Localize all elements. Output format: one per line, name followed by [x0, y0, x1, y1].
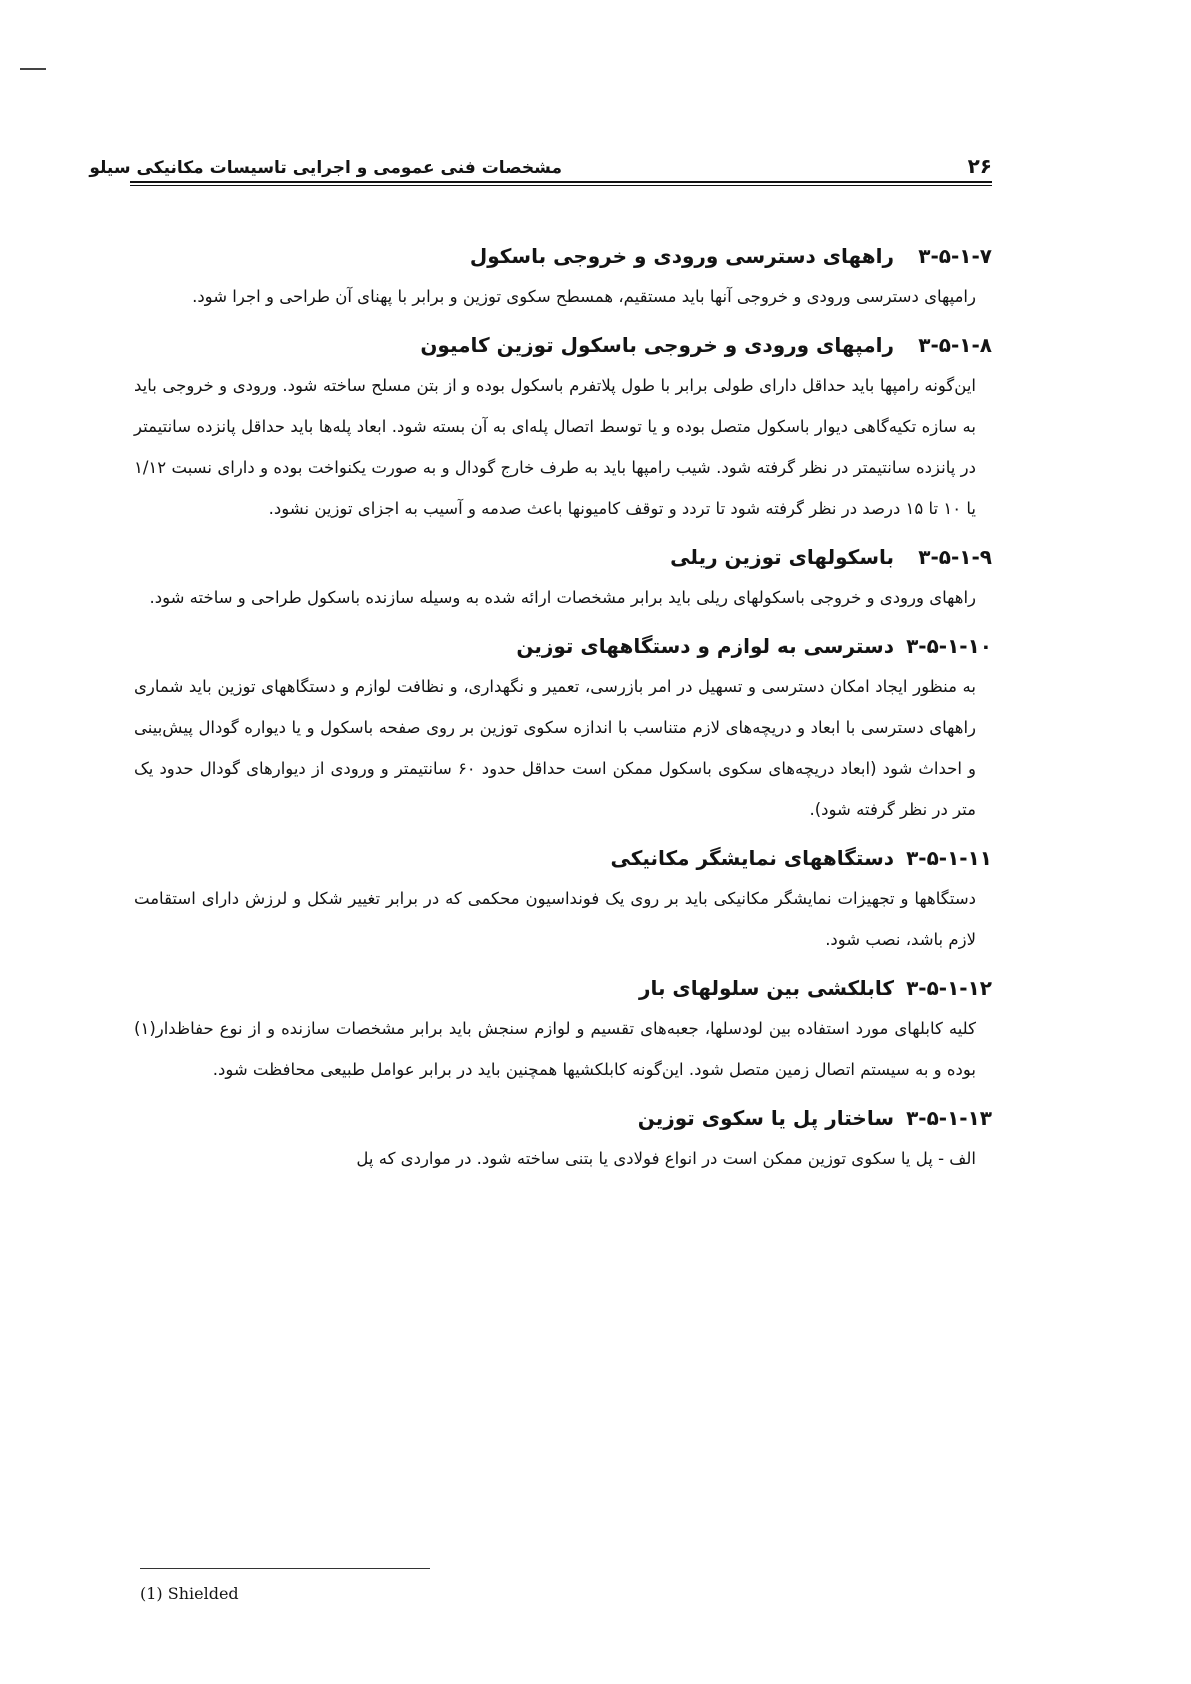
section-title: رامپهای ورودی و خروجی باسکول توزین کامیون — [420, 333, 894, 357]
section-8 — [134, 327, 992, 529]
section-heading — [134, 970, 992, 1006]
section-number: ۳-۵-۱-۱۱ — [906, 846, 992, 870]
section-title: کابلکشی بین سلولهای بار — [638, 976, 894, 1000]
section-number: ۳-۵-۱-۱۲ — [906, 976, 992, 1000]
section-12 — [134, 970, 992, 1090]
page-number: ۲۶ — [967, 154, 992, 178]
header-rule — [130, 181, 992, 186]
section-heading — [134, 1100, 992, 1136]
main-content — [134, 238, 992, 1189]
section-title: باسکولهای توزین ریلی — [670, 545, 894, 569]
section-paragraph: این‌گونه رامپها باید حداقل دارای طولی برابر با طول پلاتفرم باسکول بوده و از بتن مسلح ساخته شود. ورودی و خروجی باید به سازه تکیه‌گاهی دیوار باسکول متصل بوده و یا توسط اتصال پله‌ای به آن بسته شود. ابعاد پله‌ها باید حداقل پانزده سانتیمتر در پانزده سانتیمتر در نظر گرفته شود. شیب رامپها باید به طرف خارج گودال و به صورت یکنواخت بوده و دارای نسبت ۱/۱۲ یا ۱۰ تا ۱۵ درصد در نظر گرفته شود تا تردد و توقف کامیونها باعث صدمه و آسیب به اجزای توزین نشود. — [134, 376, 976, 518]
section-title: دسترسی به لوازم و دستگاههای توزین — [516, 634, 894, 658]
section-heading — [134, 238, 992, 274]
section-number: ۳-۵-۱-۹ — [918, 545, 992, 569]
footnote: (1) Shielded — [140, 1584, 239, 1603]
page-header — [89, 146, 992, 186]
section-number: ۳-۵-۱-۸ — [918, 333, 992, 357]
section-heading — [134, 840, 992, 876]
section-heading — [134, 327, 992, 363]
section-number: ۳-۵-۱-۱۳ — [906, 1106, 992, 1130]
section-paragraph: الف - پل یا سکوی توزین ممکن است در انواع فولادی یا بتنی ساخته شود. در مواردی که پل — [356, 1149, 976, 1168]
section-paragraph: راههای ورودی و خروجی باسکولهای ریلی باید برابر مشخصات ارائه شده به وسیله سازنده باسکول طراحی و ساخته شود. — [149, 588, 976, 607]
footnote-rule — [140, 1568, 430, 1569]
section-title: دستگاههای نمایشگر مکانیکی — [610, 846, 894, 870]
section-paragraph: به منظور ایجاد امکان دسترسی و تسهیل در امر بازرسی، تعمیر و نگهداری، و نظافت لوازم و دستگاههای توزین باید شماری راههای دسترسی با ابعاد و دریچه‌های لازم متناسب با اندازه سکوی توزین بر روی صفحه باسکول و یا دیواره گودال پیش‌بینی و احداث شود (ابعاد دریچه‌های سکوی باسکول ممکن است حداقل حدود ۶۰ سانتیمتر و ورودی از دیوارهای گودال حدود یک متر در نظر گرفته شود). — [134, 677, 976, 819]
section-title: راههای دسترسی ورودی و خروجی باسکول — [469, 244, 894, 268]
section-heading — [134, 539, 992, 575]
section-paragraph: رامپهای دسترسی ورودی و خروجی آنها باید مستقیم، همسطح سکوی توزین و برابر با پهنای آن طراحی و اجرا شود. — [192, 287, 976, 306]
section-number: ۳-۵-۱-۷ — [918, 244, 992, 268]
section-heading — [134, 628, 992, 664]
section-7 — [134, 238, 992, 317]
section-13 — [134, 1100, 992, 1179]
section-9 — [134, 539, 992, 618]
section-11 — [134, 840, 992, 960]
margin-mark — [20, 68, 46, 70]
section-paragraph: دستگاهها و تجهیزات نمایشگر مکانیکی باید بر روی یک فونداسیون محکمی که در برابر تغییر شکل و لرزش دارای استقامت لازم باشد، نصب شود. — [134, 889, 976, 949]
section-10 — [134, 628, 992, 830]
section-paragraph: کلیه کابلهای مورد استفاده بین لودسلها، جعبه‌های تقسیم و لوازم سنجش باید برابر مشخصات سازنده و از نوع حفاظدار(۱) بوده و به سیستم اتصال زمین متصل شود. این‌گونه کابلکشیها همچنین باید در برابر عوامل طبیعی محافظت شود. — [134, 1019, 976, 1079]
section-number: ۳-۵-۱-۱۰ — [906, 634, 992, 658]
running-title: مشخصات فنی عمومی و اجرایی تاسیسات مکانیکی سیلو — [89, 158, 562, 178]
section-title: ساختار پل یا سکوی توزین — [637, 1106, 894, 1130]
